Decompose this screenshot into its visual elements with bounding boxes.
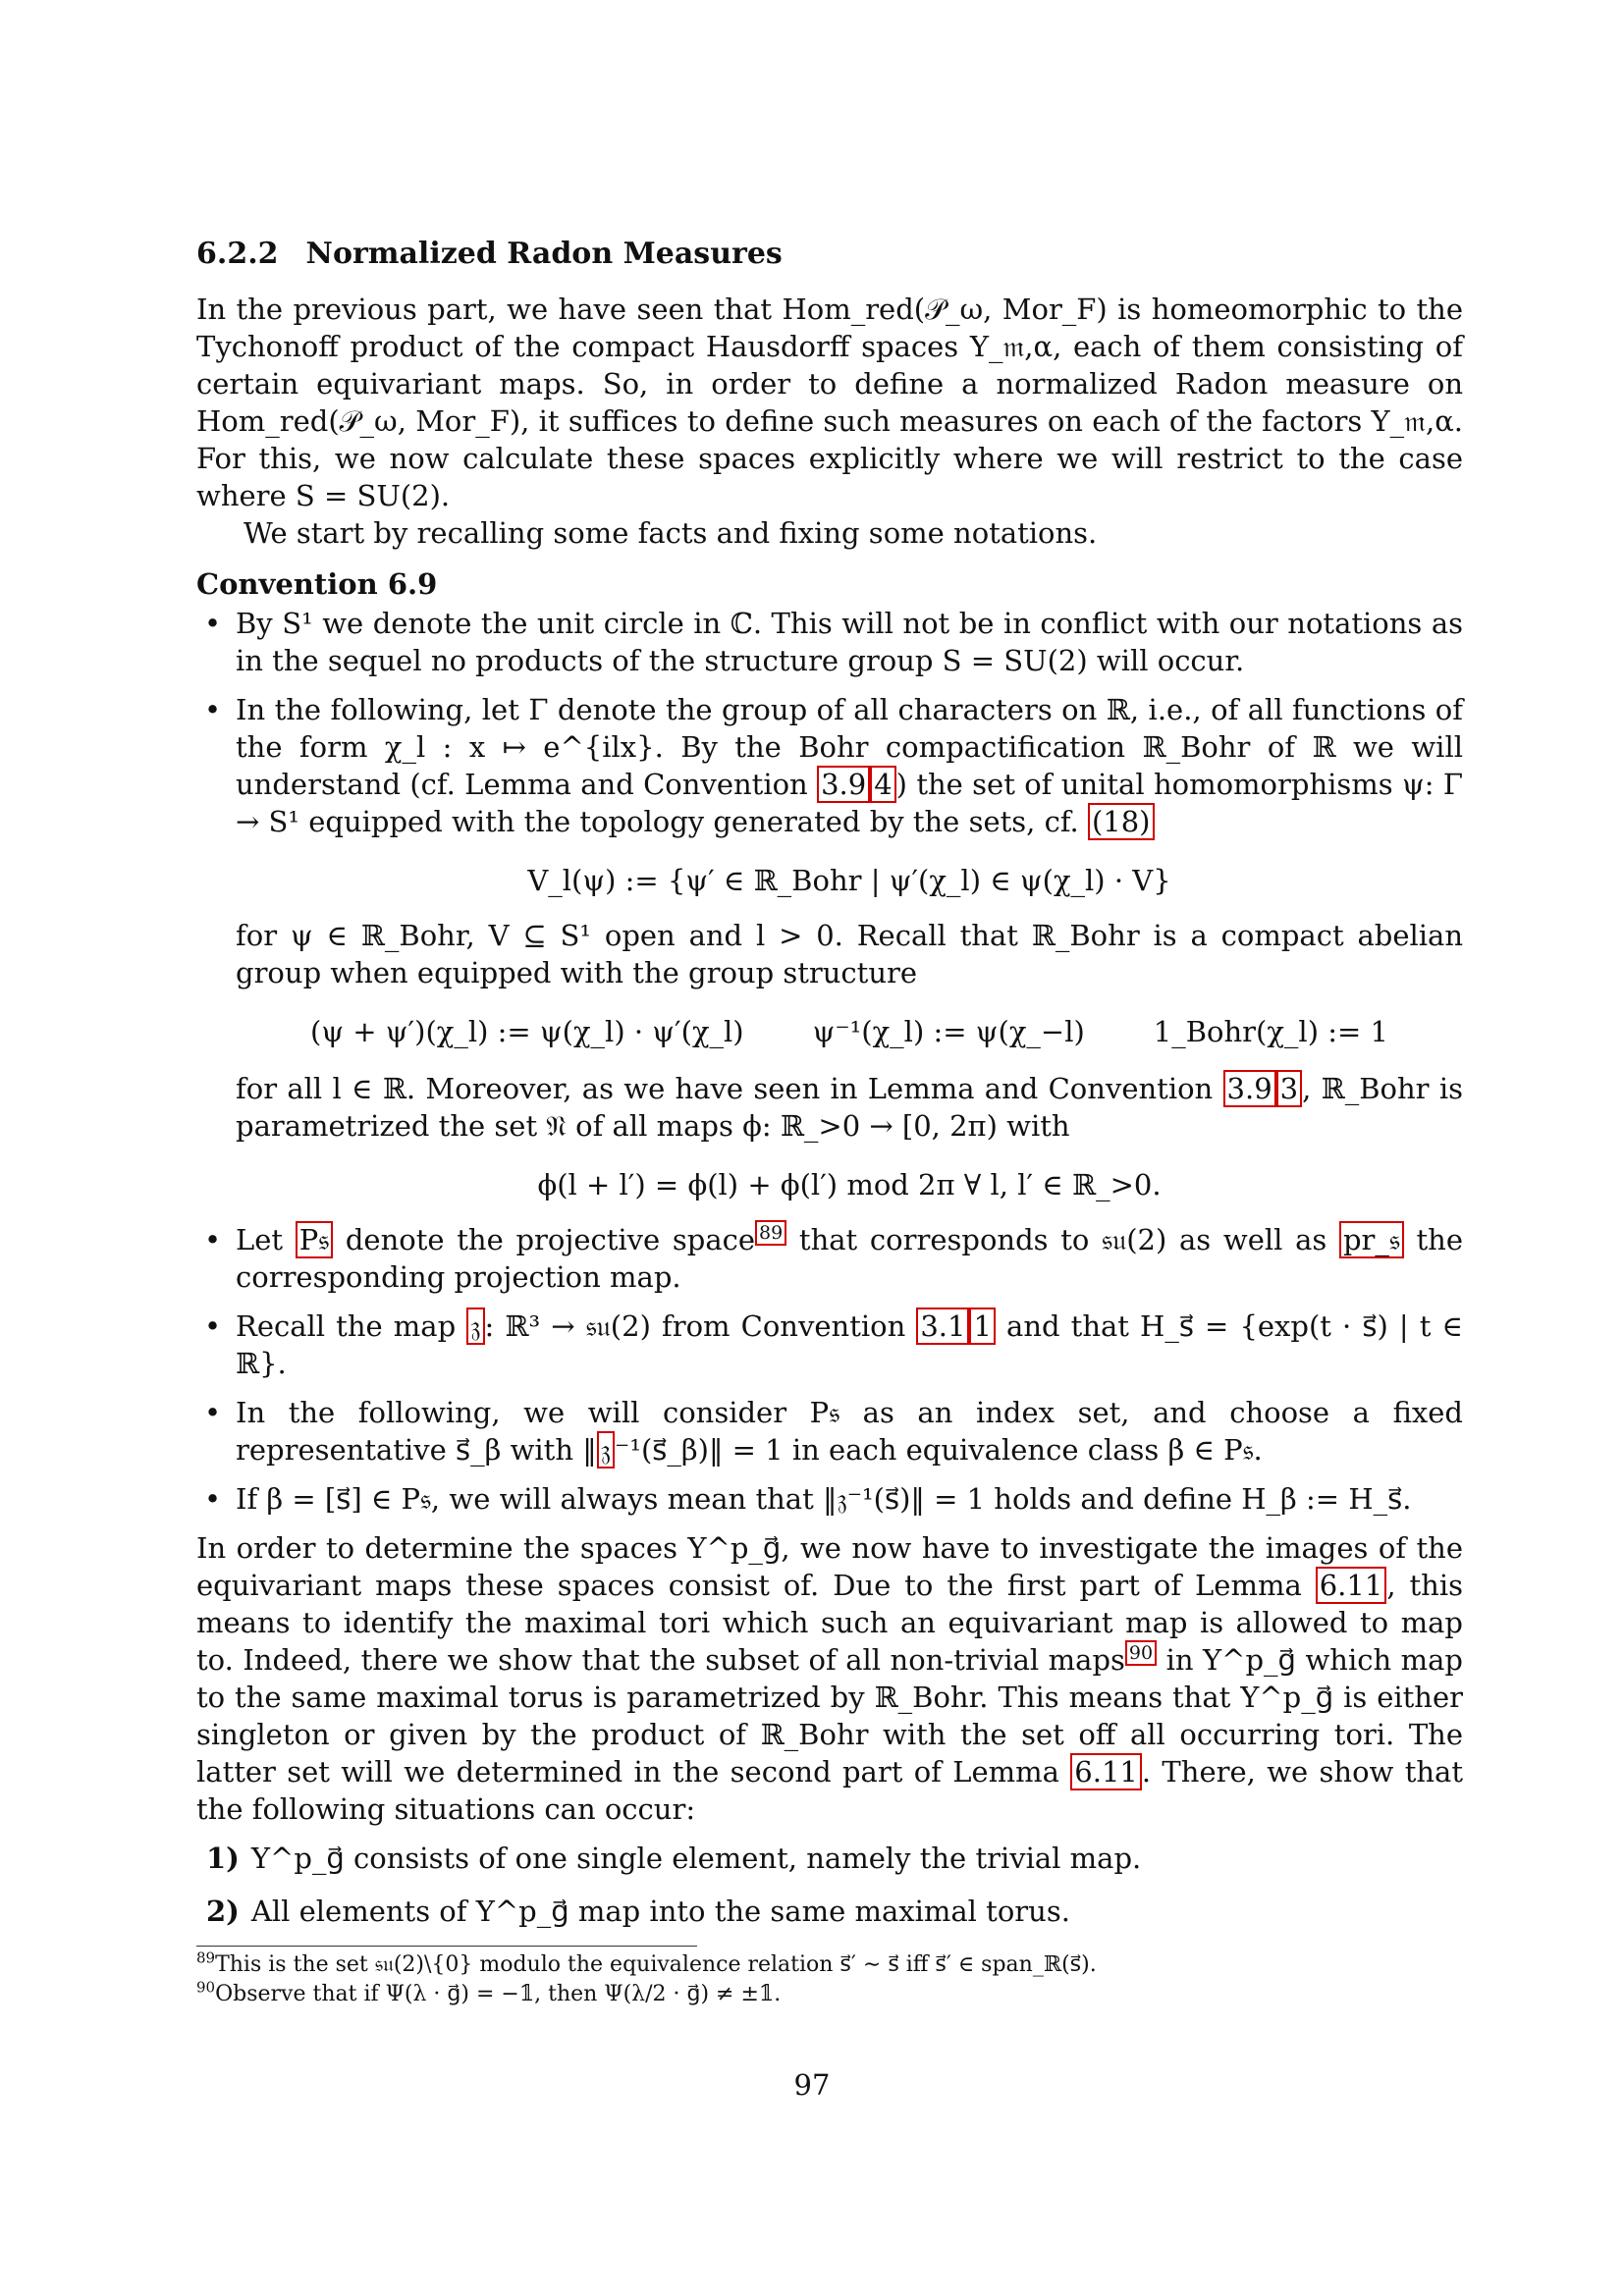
equation-group-structure xyxy=(236,1013,1463,1050)
convention-item-text: for ψ ∈ ℝ_Bohr, V ⊆ S¹ open and l > 0. Recall that ℝ_Bohr is a compact abelian group when equipped with the group structure xyxy=(236,919,1463,989)
body-text: . There, we show that the following situations can occur: xyxy=(196,1755,1463,1826)
convention-item-2 xyxy=(196,691,1463,1203)
footnote-link-89[interactable]: 89 xyxy=(755,1220,786,1246)
convention-item-1 xyxy=(196,605,1463,679)
convention-item-text: and that H_s⃗ = {exp(t · s⃗) | t ∈ ℝ}. xyxy=(236,1309,1463,1380)
convention-item-text: : ℝ³ → 𝔰𝔲(2) from Convention xyxy=(484,1309,917,1343)
footnote-number: 90 xyxy=(196,1978,216,1997)
section-heading xyxy=(196,236,1463,273)
equation-bohr-topology: V_l(ψ) := {ψ′ ∈ ℝ_Bohr | ψ′(χ_l) ∈ ψ(χ_l) · V} xyxy=(527,864,1171,897)
convention-item-text: Recall the map xyxy=(236,1309,467,1343)
ref-link-projective-space[interactable]: P𝔰 xyxy=(296,1221,333,1258)
convention-item-text: the corresponding projection map. xyxy=(236,1223,1463,1294)
intro-paragraph: In the previous part, we have seen that Hom_red(𝒫_ω, Mor_F) is homeomorphic to the Tychonoff product of the compact Hausdorff spaces Y_𝔪,α, each of them consisting of certain equivariant maps. So, in order to define a normalized Radon measure on Hom_red(𝒫_ω, Mor_F), it suffices to define such measures on each of the factors Y_𝔪,α. For this, we now calculate these spaces explicitly where we will restrict to the case where S = SU(2). xyxy=(196,293,1463,512)
intro-paragraph-2: We start by recalling some facts and fixing some notations. xyxy=(244,516,1098,550)
footnote-90 xyxy=(196,1980,1463,2009)
footnote-divider xyxy=(196,1946,697,1947)
case-text: Y^p_g⃗ consists of one single element, namely the trivial map. xyxy=(250,1842,1142,1875)
footnote-89 xyxy=(196,1950,1463,1980)
ref-link-6-11[interactable]: 6.11 xyxy=(1316,1567,1387,1604)
body-text: In order to determine the spaces Y^p_g⃗, we now have to investigate the images of the equivariant maps these spaces consist of. Due to the first part of Lemma xyxy=(196,1531,1463,1602)
convention-item-text: In the following, let Γ denote the group of all characters on ℝ, i.e., of all functions of the form χ_l : x ↦ e^{ilx}. By the Bohr compactification ℝ_Bohr of ℝ we will understand (cf. Lemma and Convention xyxy=(236,693,1463,801)
convention-item-6 xyxy=(196,1480,1463,1518)
convention-item-text: that corresponds to 𝔰𝔲(2) as well as xyxy=(786,1223,1339,1256)
ref-link-map-z[interactable]: 𝔷 xyxy=(466,1308,484,1345)
convention-item-text: ⁻¹(s⃗_β)‖ = 1 in each equivalence class β ∈ P𝔰. xyxy=(615,1433,1263,1467)
body-text: , this means to identify the maximal tori which such an equivariant map is allowed to map to. Indeed, there we show that the subset of all non-trivial maps xyxy=(196,1569,1463,1677)
footnote-number: 89 xyxy=(196,1949,216,1967)
convention-item-text: By S¹ we denote the unit circle in ℂ. This will not be in conflict with our notations as in the sequel no products of the structure group S = SU(2) will occur. xyxy=(236,607,1463,677)
convention-item-3 xyxy=(196,1221,1463,1296)
ref-link-1[interactable]: 1 xyxy=(969,1308,995,1345)
page-number: 97 xyxy=(793,2068,831,2102)
footnote-text: This is the set 𝔰𝔲(2)\{0} modulo the equivalence relation s⃗′ ∼ s⃗ iff s⃗′ ∈ span_ℝ(s⃗). xyxy=(215,1952,1097,1977)
case-item-1 xyxy=(196,1840,1463,1877)
convention-item-text: ) the set of unital homomorphisms ψ: Γ → S¹ equipped with the topology generated by the sets, cf. xyxy=(236,768,1463,838)
convention-list xyxy=(196,605,1463,1518)
body-text: in Y^p_g⃗ which map to the same maximal torus is parametrized by ℝ_Bohr. This means that Y^p_g⃗ is either singleton or given by the product of ℝ_Bohr with the set off all occurring tori. The latter set will we determined in the second part of Lemma xyxy=(196,1643,1463,1789)
ref-link-3-9[interactable]: 3.9 xyxy=(817,766,870,803)
equation-additivity: ϕ(l + l′) = ϕ(l) + ϕ(l′) mod 2π ∀ l, l′ ∈ ℝ_>0. xyxy=(537,1168,1162,1201)
convention-item-text: If β = [s⃗] ∈ P𝔰, we will always mean that ‖𝔷⁻¹(s⃗)‖ = 1 holds and define H_β := H_s⃗. xyxy=(236,1482,1412,1516)
convention-item-5 xyxy=(196,1394,1463,1468)
body-paragraph xyxy=(196,1529,1463,1828)
convention-item-text-parametrized xyxy=(236,1070,1463,1145)
footnote-text: Observe that if Ψ(λ · g⃗) = −𝟙, then Ψ(λ/2 · g⃗) ≠ ±𝟙. xyxy=(215,1982,782,2006)
ref-link-3[interactable]: 3 xyxy=(1276,1070,1302,1107)
page-content xyxy=(196,236,1463,2009)
case-item-2 xyxy=(196,1893,1463,1930)
convention-item-text: In the following, we will consider P𝔰 as an index set, and choose a fixed representative s⃗_β with ‖ xyxy=(236,1396,1463,1467)
ref-link-3-1[interactable]: 3.1 xyxy=(916,1308,969,1345)
equation-inverse: ψ⁻¹(χ_l) := ψ(χ_−l) xyxy=(812,1015,1085,1048)
section-number: 6.2.2 xyxy=(196,237,279,271)
footnote-link-90[interactable]: 90 xyxy=(1125,1640,1157,1666)
ref-link-projection[interactable]: pr_𝔰 xyxy=(1339,1221,1404,1258)
ref-link-eq-18[interactable]: (18) xyxy=(1088,803,1155,840)
convention-item-text: Let xyxy=(236,1223,296,1256)
ref-link-4[interactable]: 4 xyxy=(870,766,895,803)
ref-link-map-z[interactable]: 𝔷 xyxy=(597,1431,615,1468)
ref-link-6-11[interactable]: 6.11 xyxy=(1070,1753,1142,1790)
convention-item-text: for all l ∈ ℝ. Moreover, as we have seen in Lemma and Convention xyxy=(236,1072,1223,1105)
convention-item-4 xyxy=(196,1308,1463,1382)
equation-sum: (ψ + ψ′)(χ_l) := ψ(χ_l) · ψ′(χ_l) xyxy=(310,1015,744,1048)
equation-unit: 1_Bohr(χ_l) := 1 xyxy=(1153,1015,1388,1048)
cases-list xyxy=(196,1840,1463,1930)
case-label: 2) xyxy=(206,1895,240,1928)
case-text: All elements of Y^p_g⃗ map into the same maximal torus. xyxy=(250,1895,1070,1928)
convention-item-text: , ℝ_Bohr is parametrized the set 𝔑 of all maps ϕ: ℝ_>0 → [0, 2π) with xyxy=(236,1072,1463,1143)
section-title: Normalized Radon Measures xyxy=(305,237,783,271)
convention-item-text: denote the projective space xyxy=(333,1223,756,1256)
case-label: 1) xyxy=(206,1842,240,1875)
ref-link-3-9[interactable]: 3.9 xyxy=(1223,1070,1276,1107)
convention-title: Convention 6.9 xyxy=(196,567,438,601)
